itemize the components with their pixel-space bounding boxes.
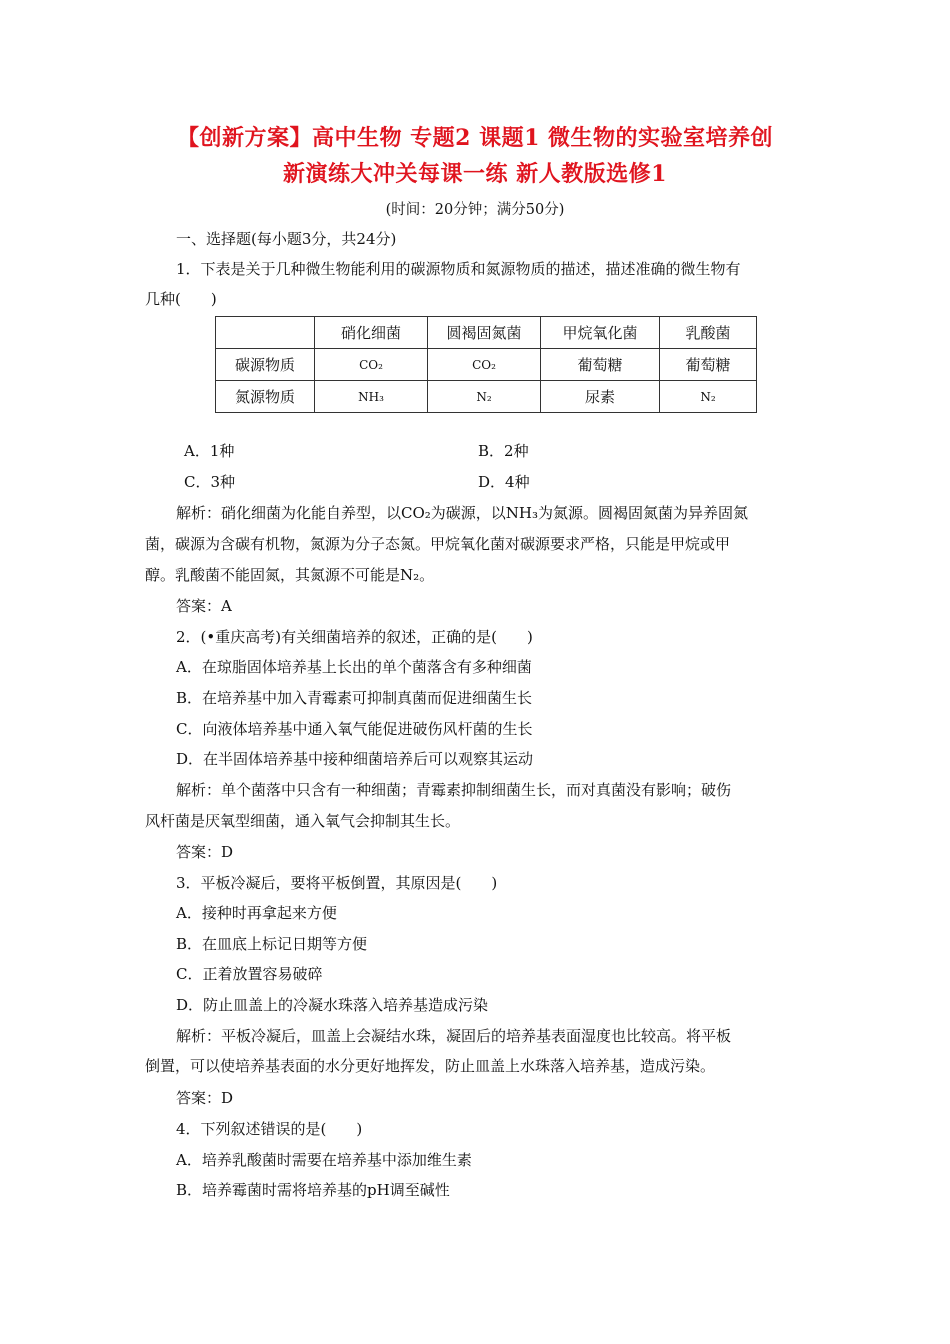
q1-table [215, 316, 757, 413]
q3-stem: 3．平板冷凝后，要将平板倒置，其原因是( ) [176, 874, 498, 892]
table-cell: 圆褐固氮菌 [428, 317, 541, 349]
q4-option-b: B．培养霉菌时需将培养基的pH调至碱性 [176, 1181, 450, 1199]
q3-analysis-line2: 倒置，可以使培养基表面的水分更好地挥发，防止皿盖上水珠落入培养基，造成污染。 [145, 1057, 716, 1075]
table-cell: 氮源物质 [216, 381, 315, 413]
q1-stem-line1: 1．下表是关于几种微生物能利用的碳源物质和氮源物质的描述，描述准确的微生物有 [176, 260, 741, 278]
table-row [216, 381, 757, 413]
q1-analysis-line2: 菌，碳源为含碳有机物，氮源为分子态氮。甲烷氧化菌对碳源要求严格，只能是甲烷或甲 [145, 535, 731, 553]
q2-option-d: D．在半固体培养基中接种细菌培养后可以观察其运动 [176, 750, 534, 768]
q1-analysis-line3: 醇。乳酸菌不能固氮，其氮源不可能是N₂。 [145, 566, 435, 584]
q1-option-b: B．2种 [478, 442, 529, 460]
q3-option-c: C．正着放置容易破碎 [176, 965, 323, 983]
table-cell [216, 317, 315, 349]
q1-option-d: D．4种 [478, 473, 530, 491]
table-cell: 硝化细菌 [315, 317, 428, 349]
table-cell: 葡萄糖 [660, 349, 757, 381]
table-cell: 碳源物质 [216, 349, 315, 381]
q1-answer: 答案：A [176, 597, 232, 615]
q2-analysis-line1: 解析：单个菌落中只含有一种细菌；青霉素抑制细菌生长，而对真菌没有影响；破伤 [176, 781, 732, 799]
table-cell: 尿素 [541, 381, 660, 413]
doc-title-line1: 【创新方案】高中生物 专题2 课题1 微生物的实验室培养创 [176, 125, 774, 151]
q1-stem-line2: 几种( ) [145, 290, 217, 308]
q2-analysis-line2: 风杆菌是厌氧型细菌，通入氧气会抑制其生长。 [145, 812, 461, 830]
q3-option-d: D．防止皿盖上的冷凝水珠落入培养基造成污染 [176, 996, 489, 1014]
q4-option-a: A．培养乳酸菌时需要在培养基中添加维生素 [176, 1151, 472, 1169]
table-cell: 乳酸菌 [660, 317, 757, 349]
table-cell: N₂ [660, 381, 757, 413]
doc-subtitle: (时间：20分钟；满分50分) [385, 202, 565, 218]
table-cell: CO₂ [428, 349, 541, 381]
q2-option-a: A．在琼脂固体培养基上长出的单个菌落含有多种细菌 [176, 658, 532, 676]
q2-option-b: B．在培养基中加入青霉素可抑制真菌而促进细菌生长 [176, 689, 533, 707]
table-cell: 甲烷氧化菌 [541, 317, 660, 349]
table-cell: N₂ [428, 381, 541, 413]
q2-stem: 2．(•重庆高考)有关细菌培养的叙述，正确的是( ) [176, 628, 533, 646]
q3-option-b: B．在皿底上标记日期等方便 [176, 935, 368, 953]
table-cell: NH₃ [315, 381, 428, 413]
q3-option-a: A．接种时再拿起来方便 [176, 904, 337, 922]
section-heading: 一、选择题(每小题3分，共24分) [176, 230, 397, 248]
q2-answer: 答案：D [176, 843, 234, 861]
q1-option-c: C．3种 [184, 473, 236, 491]
q3-answer: 答案：D [176, 1089, 234, 1107]
table-cell: CO₂ [315, 349, 428, 381]
table-row [216, 317, 757, 349]
q1-option-a: A．1种 [184, 442, 235, 460]
doc-title-line2: 新演练大冲关每课一练 新人教版选修1 [283, 161, 667, 187]
q4-stem: 4．下列叙述错误的是( ) [176, 1120, 363, 1138]
table-cell: 葡萄糖 [541, 349, 660, 381]
q1-analysis-line1: 解析：硝化细菌为化能自养型，以CO₂为碳源，以NH₃为氮源。圆褐固氮菌为异养固氮 [176, 504, 749, 522]
q3-analysis-line1: 解析：平板冷凝后，皿盖上会凝结水珠，凝固后的培养基表面湿度也比较高。将平板 [176, 1027, 732, 1045]
table-row [216, 349, 757, 381]
q2-option-c: C．向液体培养基中通入氧气能促进破伤风杆菌的生长 [176, 720, 533, 738]
